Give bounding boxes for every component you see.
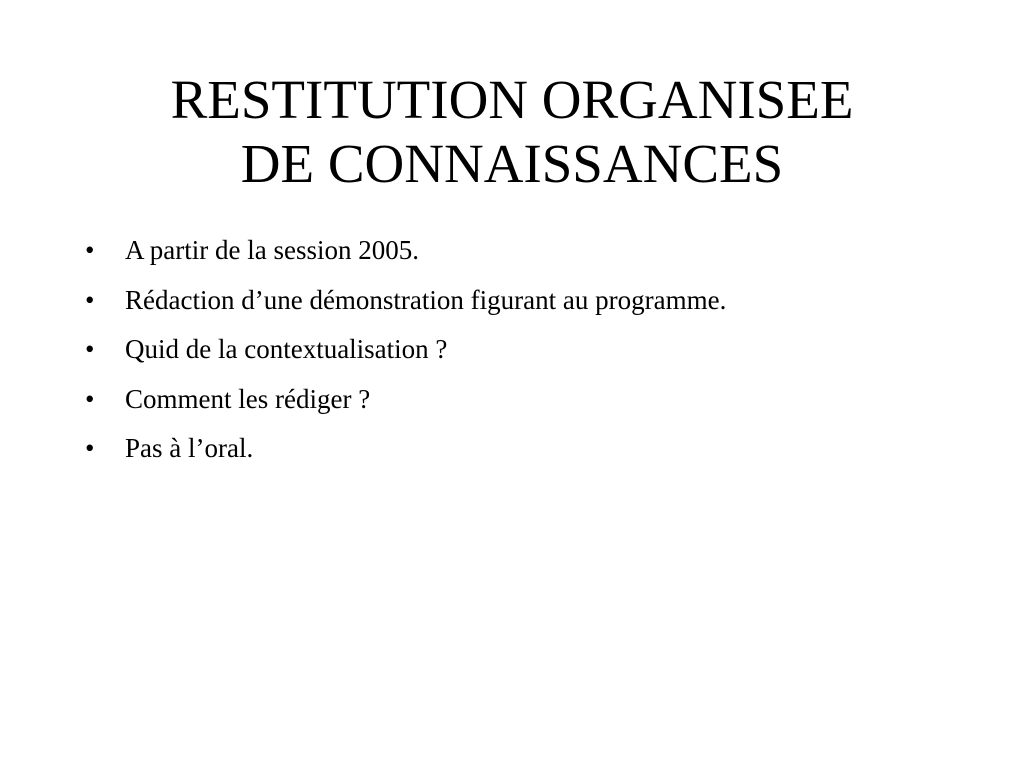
bullet-text: Pas à l’oral.	[125, 433, 254, 463]
bullet-item-1	[85, 226, 985, 276]
bullet-item-5	[85, 424, 985, 474]
bullet-text: Rédaction d’une démonstration figurant au programme.	[125, 284, 727, 315]
bullet-list	[85, 226, 985, 474]
slide-title-line-1: RESTITUTION ORGANISEE	[170, 69, 854, 130]
bullet-icon: •	[85, 383, 95, 414]
bullet-text: Quid de la contextualisation ?	[125, 334, 448, 364]
bullet-text: A partir de la session 2005.	[125, 235, 419, 265]
bullet-item-3	[85, 325, 985, 375]
bullet-icon: •	[85, 433, 95, 463]
bullet-icon: •	[85, 284, 95, 315]
bullet-text: Comment les rédiger ?	[125, 383, 371, 414]
bullet-item-2	[85, 276, 985, 326]
bullet-icon: •	[85, 334, 95, 364]
bullet-icon: •	[85, 235, 95, 265]
slide-title	[0, 68, 1024, 196]
slide-title-line-2: DE CONNAISSANCES	[240, 133, 784, 194]
bullet-item-4	[85, 375, 985, 425]
